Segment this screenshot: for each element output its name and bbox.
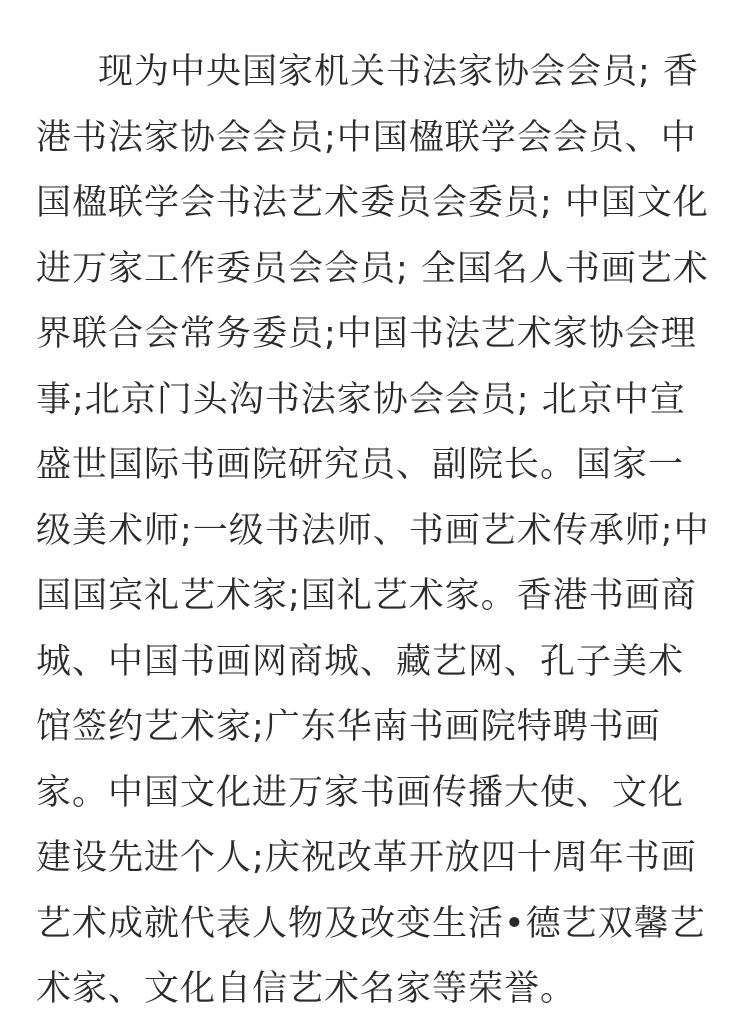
text-line-1: 现为中央国家机关书法家协会会员; 香 [98,52,699,92]
text-line-4: 进万家工作委员会会员; 全国名人书画艺术 [36,248,709,289]
text-line-12: 家。中国文化进万家书画传播大使、文化 [36,772,685,813]
text-line-11: 馆签约艺术家;广东华南书画院特聘书画 [36,707,661,747]
text-line-15: 术家、文化自信艺术名家等荣誉。 [36,969,577,1009]
article-paragraph [36,40,726,1023]
text-line-8: 级美术师;一级书法师、书画艺术传承师;中 [36,510,710,551]
text-line-14: 艺术成就代表人物及改变生活•德艺双馨艺 [36,903,706,944]
text-line-9: 国国宾礼艺术家;国礼艺术家。香港书画商 [36,576,697,616]
text-line-6: 事;北京门头沟书法家协会会员; 北京中宣 [36,379,686,420]
text-line-10: 城、中国书画网商城、藏艺网、孔子美术 [36,641,685,682]
text-line-3: 国楹联学会书法艺术委员会委员; 中国文化 [36,183,709,223]
text-line-7: 盛世国际书画院研究员、副院长。国家一 [36,445,685,485]
text-line-2: 港书法家协会会员;中国楹联学会会员、中 [36,117,697,158]
text-line-5: 界联合会常务委员;中国书法艺术家协会理 [36,314,697,354]
text-line-13: 建设先进个人;庆祝改革开放四十周年书画 [36,838,697,878]
